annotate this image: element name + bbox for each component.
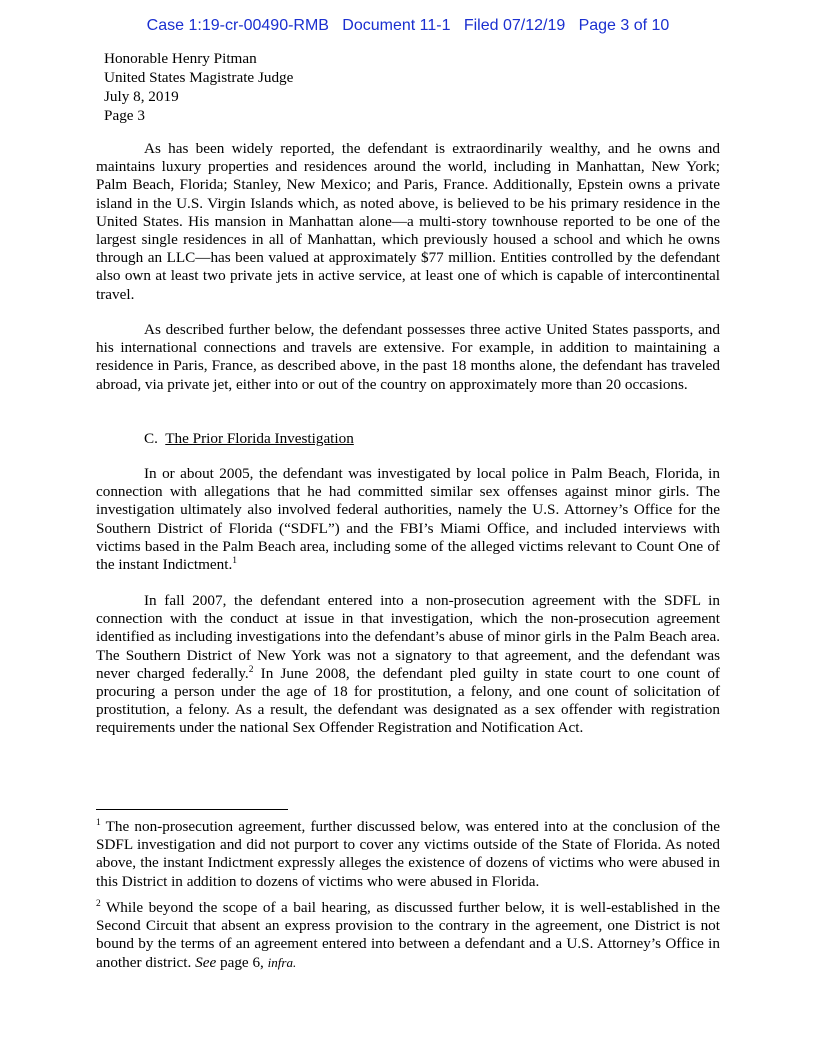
paragraph-npa (96, 592, 720, 738)
section-letter: C. (144, 430, 158, 447)
footnote-number: 2 (96, 898, 101, 909)
paragraph-text: As described further below, the defendant possesses three active United States passports, and his international connections and travels are extensive. For example, in addition to maintaining a residence in Paris, France, as described above, in the past 18 months alone, the defendant has traveled abroad, via private jet, either into or out of the country on approximately more than 20 occasions. (96, 321, 720, 393)
paragraph-body-a: In fall 2007, the defendant entered into a non-prosecution agreement with the SDFL in connection with the conduct at issue in that investigation, which the non-prosecution agreement identified as including investigations into the defendant’s abuse of minor girls in the Palm Beach area. The Southern District of New York was not a signatory to that agreement, and the defendant was never charged federally. (96, 592, 720, 682)
footnote-infra: infra. (267, 954, 297, 970)
footnote-1 (96, 818, 720, 891)
page-number: Page 3 (104, 107, 145, 124)
paragraph-passports (96, 321, 720, 394)
section-heading (144, 430, 354, 448)
addressee-title: United States Magistrate Judge (104, 69, 294, 86)
footnote-2 (96, 899, 720, 972)
letter-date: July 8, 2019 (104, 88, 179, 105)
paragraph-text (96, 465, 720, 574)
paragraph-wealth (96, 140, 720, 304)
paragraph-body-b: In June 2008, the defendant pled guilty in state court to one count of procuring a person under the age of 18 for prostitution, a felony, and one count of solicitation of prostitution, a felony. As a result, the defendant was designated as a sex offender with registration requirements under the national Sex Offender Registration and Notification Act. (96, 664, 720, 737)
footnote-ref-1: 1 (232, 555, 237, 566)
paragraph-text: As has been widely reported, the defendant is extraordinarily wealthy, and he owns and maintains luxury properties and residences around the world, including in Manhattan, New York; Palm Beach, Florida; Stanley, New Mexico; and Paris, France. Additionally, Epstein owns a private island in the U.S. Virgin Islands which, as noted above, is believed to be his primary residence in the United States. His mansion in Manhattan alone—a multi-story townhouse reported to be one of the largest single residences in all of Manhattan, which previously housed a school and which he owns through an LLC—has been valued at approximately $77 million. Entities controlled by the defendant also own at least two private jets in active service, at least one of which is capable of intercontinental travel. (96, 140, 720, 303)
footnote-page-ref: page 6, (216, 953, 268, 971)
footnote-number: 1 (96, 817, 101, 828)
paragraph-text (96, 592, 720, 738)
addressee-name: Honorable Henry Pitman (104, 50, 257, 67)
letter-address-block (104, 49, 293, 125)
ecf-filing-header: Case 1:19-cr-00490-RMB Document 11-1 Filed 07/12/19 Page 3 of 10 (146, 17, 670, 34)
footnote-text: The non-prosecution agreement, further discussed below, was entered into at the conclusion of the SDFL investigation and did not purport to cover any victims outside of the State of Florida. As noted above, the instant Indictment expressly alleges the existence of dozens of victims who were abused in this District in addition to dozens of victims who were abused in Florida. (96, 818, 720, 890)
paragraph-body: In or about 2005, the defendant was investigated by local police in Palm Beach, Florida, in connection with allegations that he had committed similar sex offenses against minor girls. The investigation ultimately also involved federal authorities, namely the U.S. Attorney’s Office for the Southern District of Florida (“SDFL”) and the FBI’s Miami Office, and included interviews with victims based in the Palm Beach area, including some of the alleged victims relevant to Count One of the instant Indictment. (96, 465, 720, 574)
footnote-text: While beyond the scope of a bail hearing, as discussed further below, it is well-established in the Second Circuit that absent an express provision to the contrary in the agreement, one District is not bound by the terms of an agreement entered into between a defendant and a U.S. Attorney’s Office in another district. (96, 899, 720, 971)
paragraph-investigation (96, 465, 720, 574)
section-title: The Prior Florida Investigation (165, 430, 354, 447)
footnote-divider (96, 809, 288, 810)
footnote-ref-2: 2 (248, 664, 254, 675)
footnote-see: See (195, 953, 217, 971)
